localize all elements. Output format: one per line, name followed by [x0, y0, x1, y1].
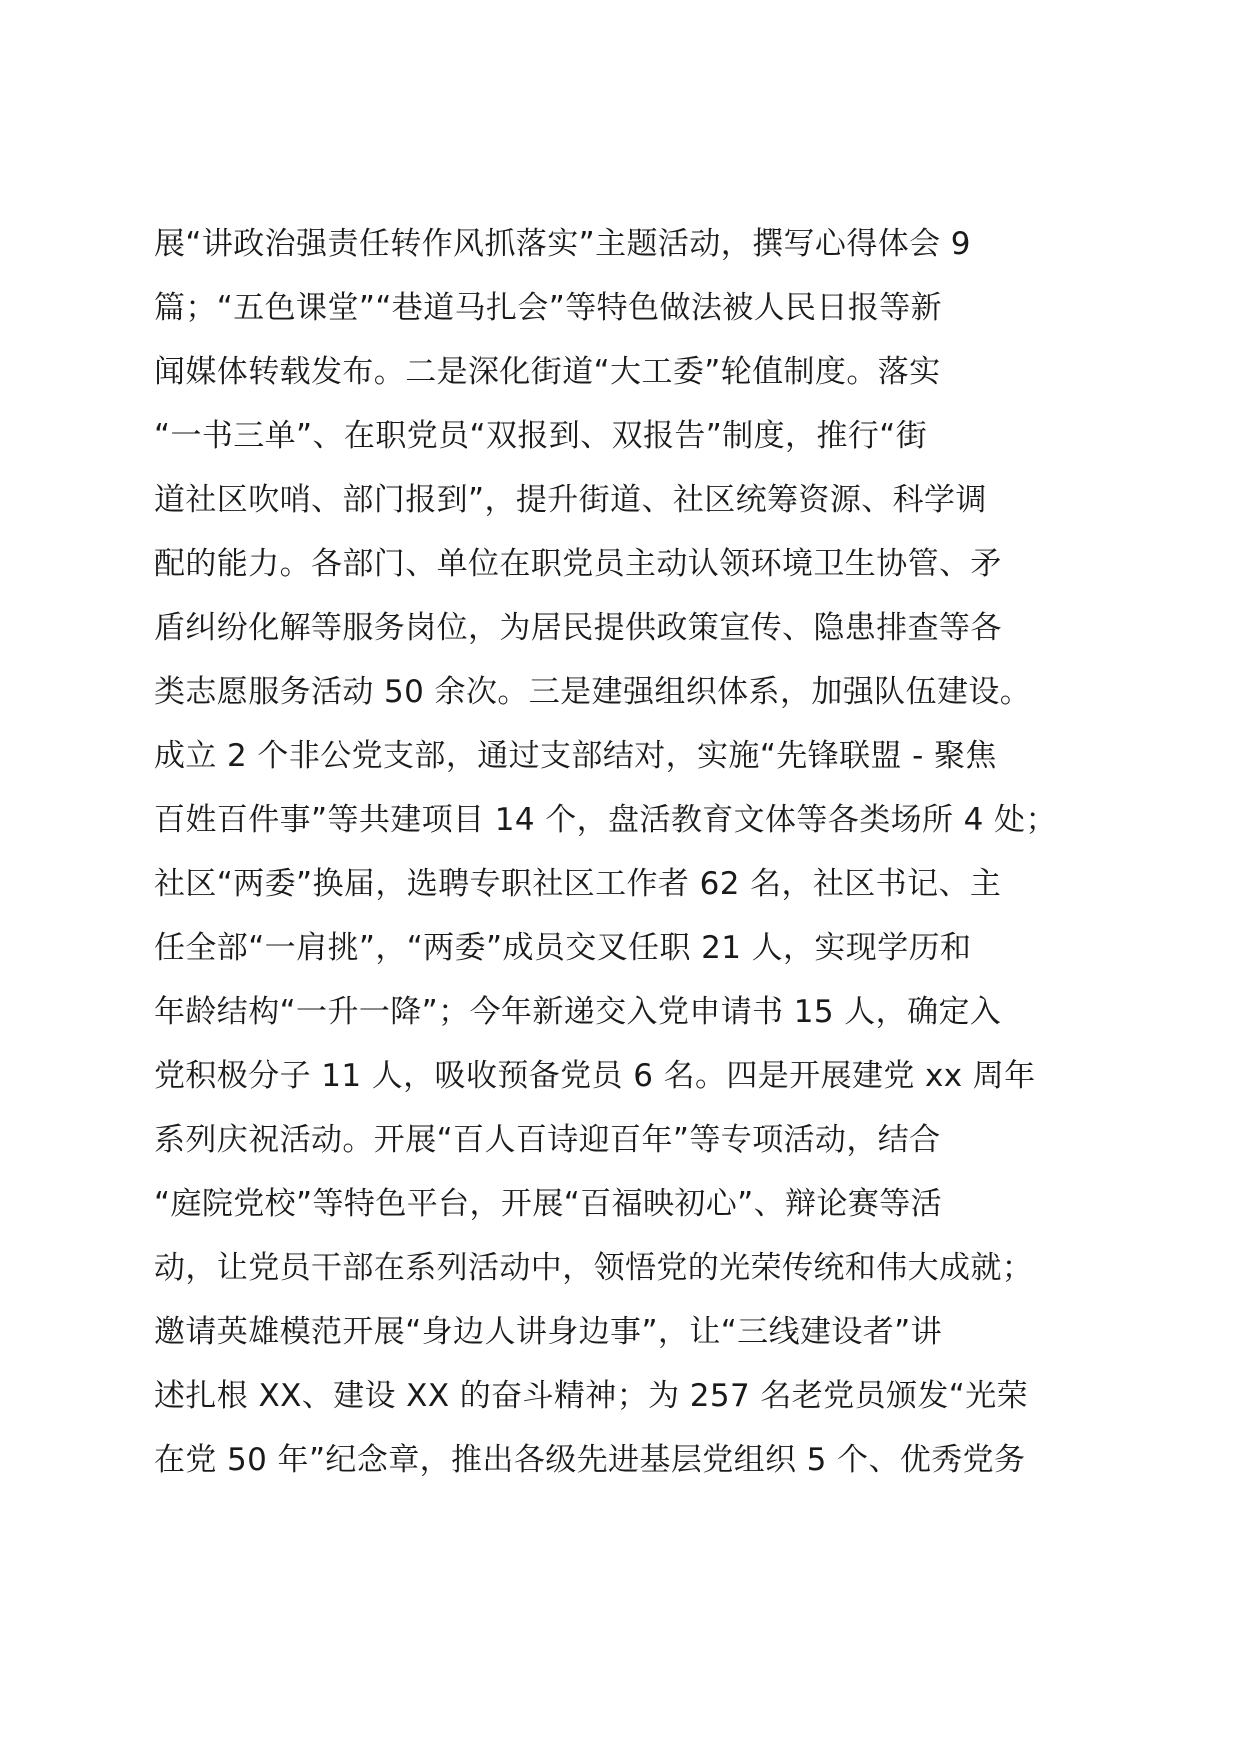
text-line: 闻媒体转载发布。二是深化街道“大工委”轮值制度。落实: [154, 354, 941, 390]
text-line: 篇；“五色课堂”“巷道马扎会”等特色做法被人民日报等新: [154, 290, 943, 326]
text-line: “庭院党校”等特色平台，开展“百福映初心”、辩论赛等活: [154, 1186, 943, 1222]
text-line: 年龄结构“一升一降”；今年新递交入党申请书 15 人，确定入: [154, 994, 1002, 1030]
text-line: 党积极分子 11 人，吸收预备党员 6 名。四是开展建党 xx 周年: [154, 1058, 1036, 1094]
text-line: 百姓百件事”等共建项目 14 个，盘活教育文体等各类场所 4 处；: [154, 802, 1057, 838]
body-text: [154, 212, 1114, 1492]
text-line: 系列庆祝活动。开展“百人百诗迎百年”等专项活动，结合: [154, 1122, 941, 1158]
text-line: 动，让党员干部在系列活动中，领悟党的光荣传统和伟大成就；: [154, 1250, 1034, 1286]
text-line: 配的能力。各部门、单位在职党员主动认领环境卫生协管、矛: [154, 546, 1002, 582]
text-line: 邀请英雄模范开展“身边人讲身边事”，让“三线建设者”讲: [154, 1314, 943, 1350]
text-line: 成立 2 个非公党支部，通过支部结对，实施“先锋联盟 - 聚焦: [154, 738, 997, 774]
text-line: “一书三单”、在职党员“双报到、双报告”制度，推行“街: [154, 418, 928, 454]
text-line: 在党 50 年”纪念章，推出各级先进基层党组织 5 个、优秀党务: [154, 1442, 1026, 1478]
text-line: 任全部“一肩挑”，“两委”成员交叉任职 21 人，实现学历和: [154, 930, 972, 966]
text-line: 类志愿服务活动 50 余次。三是建强组织体系，加强队伍建设。: [154, 674, 1032, 710]
text-line: 展“讲政治强责任转作风抓落实”主题活动，撰写心得体会 9: [154, 226, 971, 262]
text-line: 社区“两委”换届，选聘专职社区工作者 62 名，社区书记、主: [154, 866, 1002, 902]
text-line: 盾纠纷化解等服务岗位，为居民提供政策宣传、隐患排查等各: [154, 610, 1002, 646]
text-line: 道社区吹哨、部门报到”，提升街道、社区统筹资源、科学调: [154, 482, 987, 518]
text-line: 述扎根 XX、建设 XX 的奋斗精神；为 257 名老党员颁发“光荣: [154, 1378, 1029, 1414]
